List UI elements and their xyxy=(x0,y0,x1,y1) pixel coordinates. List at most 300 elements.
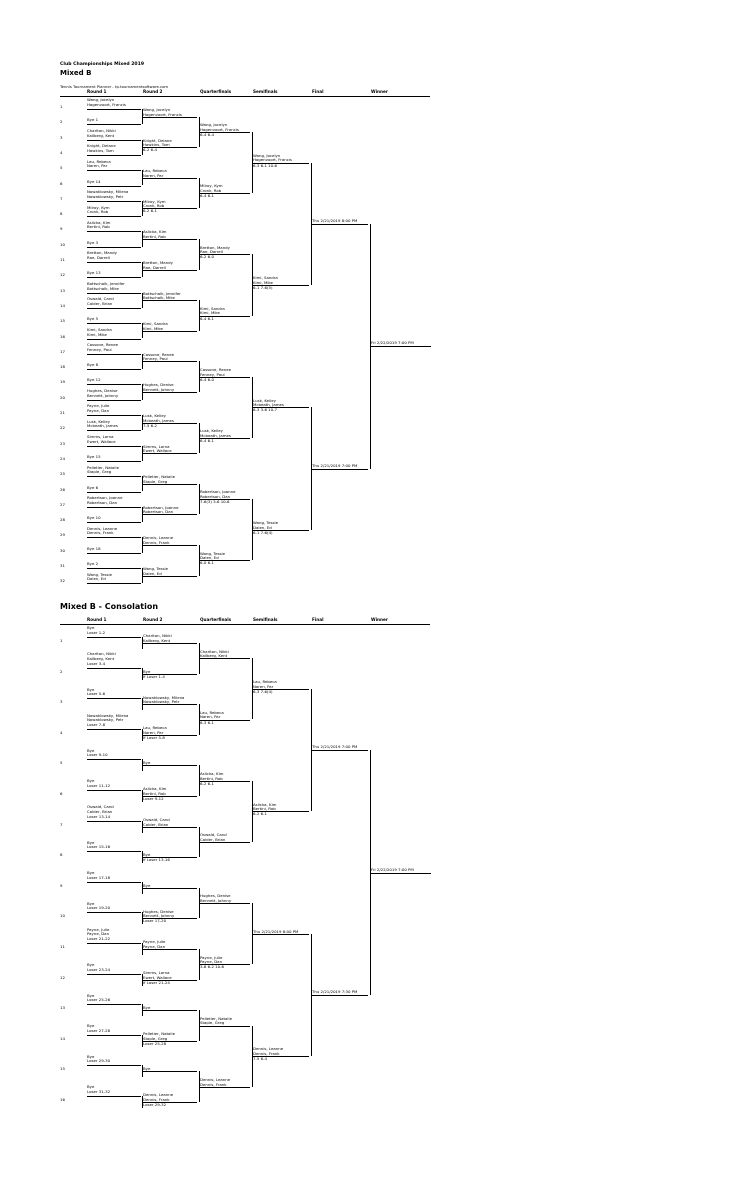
round2-note: If Loser 13-16 xyxy=(143,857,170,863)
round2-player: Staple, Greg xyxy=(143,1035,168,1041)
seed-number: 8 xyxy=(60,852,63,858)
round1-line xyxy=(87,553,141,554)
round2-player: Lusk, Kelley xyxy=(143,412,166,418)
quarterfinals-player: Lusk, Kelley xyxy=(200,428,223,434)
quarterfinals-player: Dalen, Ed xyxy=(200,555,219,561)
quarterfinals-player: Bretton, Mandy xyxy=(200,244,230,250)
semifinals-score: 6-3 6-1 10-6 xyxy=(253,162,278,168)
round-header-round-1: Round 1 xyxy=(87,617,107,622)
player-name: Loser 27-28 xyxy=(87,1027,111,1033)
player-name: Cassone, Renee xyxy=(87,342,119,348)
quarterfinals-player: Mcbeath, James xyxy=(200,432,231,438)
player-name: Bye xyxy=(87,686,95,692)
final-schedule: Thu 2/21/2019 7:30 PM xyxy=(312,988,358,994)
seed-number: 32 xyxy=(60,578,65,584)
document-title: Club Championships Mixed 2019 xyxy=(60,62,145,67)
round-header-round-2: Round 2 xyxy=(143,89,163,94)
seed-number: 3 xyxy=(60,134,63,140)
round1-line xyxy=(87,1004,141,1005)
player-name: Kallberg, Kent xyxy=(87,132,115,138)
player-name: Wang, Tessie xyxy=(87,571,113,577)
player-name: Loser 31-32 xyxy=(87,1089,111,1094)
quarterfinals-player: Robertson, Joanne xyxy=(200,489,236,495)
round2-player: Bottschalk, Jennifer xyxy=(143,290,181,296)
player-name: Loser 5-6 xyxy=(87,691,106,697)
player-name: Loser 25-26 xyxy=(87,997,111,1003)
round2-player: Bottschalk, Mike xyxy=(143,295,175,301)
player-name: Bye 6 xyxy=(87,484,99,490)
round1-line xyxy=(87,186,141,187)
round1-line xyxy=(87,170,141,171)
round2-player: Calder, Brian xyxy=(143,821,169,827)
round1-line xyxy=(87,507,141,508)
round2-player: Dennis, Leanne xyxy=(143,535,174,541)
round1-line xyxy=(87,1065,141,1066)
semifinals-player: Hagenvoort, Francis xyxy=(253,157,292,163)
seed-number: 16 xyxy=(60,333,65,339)
player-name: Bye xyxy=(87,747,95,753)
quarterfinals-player: Lau, Rebeca xyxy=(200,709,224,715)
player-name: Bye xyxy=(87,870,95,876)
quarterfinals-player: Dennis, Frank xyxy=(200,1081,227,1087)
round1-line xyxy=(87,446,141,447)
player-name: Bye 13 xyxy=(87,270,101,276)
round2-line xyxy=(143,1010,197,1011)
player-name: Loser 23-24 xyxy=(87,966,111,972)
quarterfinals-player: Calder, Brian xyxy=(200,836,226,842)
seed-number: 5 xyxy=(60,165,63,171)
seed-number: 17 xyxy=(60,348,65,354)
round2-player: Bye xyxy=(143,668,151,674)
round2-player: Simms, Lorna xyxy=(143,443,170,449)
player-name: Loser 17-18 xyxy=(87,874,111,880)
seed-number: 15 xyxy=(60,318,65,324)
round2-player: Payne, Dan xyxy=(143,943,166,949)
round2-player: Aslicka, Kim xyxy=(143,229,167,235)
round1-line xyxy=(87,124,141,125)
round1-line xyxy=(87,461,141,462)
round2-player: Wang, Tessie xyxy=(143,565,169,571)
seed-number: 9 xyxy=(60,882,63,888)
quarterfinals-score: 6-4 6-1 xyxy=(200,193,214,199)
player-name: Staple, Greg xyxy=(87,469,112,475)
round1-line xyxy=(87,323,141,324)
round2-player: Wang, Jocelyn xyxy=(143,106,171,112)
player-name: Lau, Rebeca xyxy=(87,158,111,164)
quarterfinals-player: Milroy, Kym xyxy=(200,183,223,189)
round2-player: Nowaklowsky, Petr xyxy=(143,699,180,705)
quarterfinals-player: Rae, Darrell xyxy=(200,249,223,255)
round-header-final: Final xyxy=(312,89,324,94)
round1-line xyxy=(87,415,141,416)
player-name: Oswald, Carol xyxy=(87,804,114,810)
seed-number: 11 xyxy=(60,944,65,949)
player-name: Charlton, Nikki xyxy=(87,128,116,133)
round2-player: Fenney, Paul xyxy=(143,356,168,362)
quarterfinals-score: 6-0 6-1 xyxy=(200,560,214,566)
player-name: Bye xyxy=(87,1084,95,1090)
quarterfinals-player: Charlton, Nikki xyxy=(200,648,229,654)
player-name: Bye 8 xyxy=(87,362,99,368)
quarterfinals-score: 6-3 6-1 xyxy=(200,719,214,725)
quarterfinals-score: 6-2 6-1 xyxy=(200,780,214,786)
semifinals-score: 6-3 3-6 10-7 xyxy=(253,407,278,413)
round2-player: Staple, Greg xyxy=(143,478,168,484)
round-header-winner: Winner xyxy=(371,89,388,94)
round2-player: Pelletier, Natalie xyxy=(143,1031,175,1037)
round1-line xyxy=(87,216,141,217)
round1-line xyxy=(87,430,141,431)
final-line xyxy=(312,469,368,470)
round2-player: Mcbeath, James xyxy=(143,417,174,423)
player-name: Kimi, Mike xyxy=(87,331,107,337)
quarterfinals-player: Hughes, Denise xyxy=(200,893,231,899)
round1-line xyxy=(87,759,141,760)
player-name: Bye 2 xyxy=(87,561,99,566)
round2-player: Bennett, Johnny xyxy=(143,913,175,919)
round2-note: Loser 25-28 xyxy=(143,1040,167,1046)
player-name: Calder, Brian xyxy=(87,809,113,814)
quarterfinals-score: 6-4 6-1 xyxy=(200,315,214,321)
seed-number: 2 xyxy=(60,668,63,674)
winner-line xyxy=(371,346,431,347)
winner-schedule: Fri 2/22/2019 7:00 PM xyxy=(371,866,414,872)
player-name: Bye 5 xyxy=(87,316,99,322)
player-name: Bye xyxy=(87,839,95,845)
player-name: Bye 14 xyxy=(87,178,101,184)
seed-number: 27 xyxy=(60,501,65,507)
round2-line xyxy=(143,888,197,889)
round1-line xyxy=(87,384,141,385)
player-name: Bye xyxy=(87,900,95,906)
semifinals-player: Kimi, Sandra xyxy=(253,275,278,281)
player-name: Hughes, Denise xyxy=(87,388,118,394)
player-name: Bottschalk, Mike xyxy=(87,285,119,291)
round2-player: Hughes, Denise xyxy=(143,382,174,388)
round2-player: Payne, Julie xyxy=(143,939,166,945)
quarterfinals-player: Bertini, Rob xyxy=(200,775,223,781)
quarterfinals-player: Pelletier, Natalie xyxy=(200,1015,232,1021)
seed-number: 13 xyxy=(60,287,65,293)
player-name: Dalen, Ed xyxy=(87,576,106,582)
header-rule xyxy=(60,624,430,625)
round1-line xyxy=(87,262,141,263)
round2-player: Bennett, Johnny xyxy=(143,386,175,392)
round2-player: Dennis, Frank xyxy=(143,1096,170,1102)
round2-player: Dalen, Ed xyxy=(143,570,162,576)
round2-note: If Loser 5-8 xyxy=(143,734,165,740)
player-name: Bye 10 xyxy=(87,515,101,521)
player-name: Mcbeath, James xyxy=(87,423,118,429)
player-name: Lusk, Kelley xyxy=(87,418,110,424)
round1-line xyxy=(87,1096,141,1097)
semifinals-player: Bertini, Rob xyxy=(253,806,276,812)
player-name: Bye 15 xyxy=(87,453,101,459)
seed-number: 26 xyxy=(60,486,65,492)
player-name: Bottschalk, Jennifer xyxy=(87,281,125,286)
player-name: Bye xyxy=(87,625,95,631)
round-header-winner: Winner xyxy=(371,617,388,622)
seed-number: 28 xyxy=(60,517,65,523)
seed-number: 10 xyxy=(60,241,65,247)
round2-player: Nowaklowsky, Milena xyxy=(143,694,185,700)
quarterfinals-player: Staple, Greg xyxy=(200,1020,225,1026)
round1-line xyxy=(87,339,141,340)
player-name: Loser 11-12 xyxy=(87,783,111,788)
quarterfinals-player: Oswald, Carol xyxy=(200,832,227,838)
quarterfinals-player: Naren, Par xyxy=(200,714,221,720)
round1-line xyxy=(87,277,141,278)
player-name: Payne, Dan xyxy=(87,408,110,413)
player-name: Bye 12 xyxy=(87,377,101,383)
round-header-round-1: Round 1 xyxy=(87,89,107,94)
semifinals-player: Dalen, Ed xyxy=(253,524,272,530)
round2-line xyxy=(143,765,197,766)
player-name: Naren, Par xyxy=(87,163,108,169)
final-schedule: Thu 2/21/2019 7:00 PM xyxy=(312,462,358,468)
seed-number: 6 xyxy=(60,791,63,796)
quarterfinals-score: 7-6(3) 3-6 10-6 xyxy=(200,499,230,505)
seed-number: 5 xyxy=(60,760,63,766)
player-name: Hawkins, Tom xyxy=(87,147,114,153)
player-name: Hagenvoort, Francis xyxy=(87,102,126,107)
round1-line xyxy=(87,308,141,309)
round-header-quarterfinals: Quarterfinals xyxy=(200,617,232,622)
round2-player: Lau, Rebeca xyxy=(143,725,167,731)
semifinals-player: Wang, Tessie xyxy=(253,520,279,526)
seed-number: 12 xyxy=(60,272,65,278)
round1-line xyxy=(87,912,141,913)
quarterfinals-player: Hagenvoort, Francis xyxy=(200,126,239,132)
round2-player: Lau, Rebeca xyxy=(143,168,167,174)
seed-number: 23 xyxy=(60,440,65,446)
seed-number: 19 xyxy=(60,379,65,385)
semifinals-player: Dennis, Leanne xyxy=(253,1046,284,1052)
player-name: Loser 21-22 xyxy=(87,936,111,941)
player-name: Wang, Jocelyn xyxy=(87,97,115,103)
round-header-final: Final xyxy=(312,617,324,622)
round2-note: If Loser 21-24 xyxy=(143,979,170,985)
quarterfinals-score: 6-4 6-0 xyxy=(200,376,214,382)
semifinals-player: Mcbeath, James xyxy=(253,402,284,408)
round2-player: Rae, Darrell xyxy=(143,264,166,270)
round2-player: Pelletier, Natalie xyxy=(143,474,175,480)
player-name: Fenney, Paul xyxy=(87,346,112,352)
seed-number: 21 xyxy=(60,410,65,415)
consolation-draw-title: Mixed B - Consolation xyxy=(60,602,159,611)
seed-number: 3 xyxy=(60,699,63,705)
seed-number: 9 xyxy=(60,226,63,232)
quarterfinals-score: 6-4 6-1 xyxy=(200,437,214,443)
round-header-semifinals: Semifinals xyxy=(253,89,278,94)
player-name: Loser 7-8 xyxy=(87,721,106,727)
round2-player: Hawkins, Tom xyxy=(143,142,170,148)
semifinals-player: Lau, Rebeca xyxy=(253,679,277,685)
round1-line xyxy=(87,851,141,852)
round2-player: Cronk, Rob xyxy=(143,203,165,209)
player-name: Bye xyxy=(87,778,95,784)
quarterfinals-player: Robertson, Dan xyxy=(200,494,231,500)
round1-line xyxy=(87,1035,141,1036)
round1-line xyxy=(87,247,141,248)
round1-line xyxy=(87,568,141,569)
player-name: Charlton, Nikki xyxy=(87,651,116,657)
player-name: Bretton, Mandy xyxy=(87,250,117,256)
round2-note: Loser 29-32 xyxy=(143,1102,167,1107)
round2-player: Naren, Par xyxy=(143,729,164,735)
player-name: Ewert, Wallace xyxy=(87,438,116,444)
round2-player: Bye xyxy=(143,882,151,888)
quarterfinals-player: Fenney, Paul xyxy=(200,371,225,377)
player-name: Aslicka, Kim xyxy=(87,219,111,225)
player-name: Bennett, Johnny xyxy=(87,392,119,398)
semifinals-player: Thu 2/21/2019 8:00 PM xyxy=(253,928,299,934)
player-name: Loser 1-2 xyxy=(87,630,106,635)
round1-line xyxy=(87,821,141,822)
round1-line xyxy=(87,882,141,883)
round1-line xyxy=(87,729,141,730)
round1-line xyxy=(87,943,141,944)
player-name: Payne, Dan xyxy=(87,931,110,937)
main-draw-title: Mixed B xyxy=(60,69,92,77)
round2-player: Bertini, Rob xyxy=(143,233,166,239)
seed-number: 15 xyxy=(60,1066,65,1072)
round-header-semifinals: Semifinals xyxy=(253,617,278,622)
round2-player: Knight, Delane xyxy=(143,137,172,143)
round1-line xyxy=(87,109,141,110)
seed-number: 2 xyxy=(60,119,63,125)
round2-player: Simms, Lorna xyxy=(143,969,170,975)
round1-line xyxy=(87,492,141,493)
final-line xyxy=(312,995,368,996)
round1-line xyxy=(87,476,141,477)
semifinals-player: Dennis, Frank xyxy=(253,1051,280,1056)
round2-player: Bretton, Mandy xyxy=(143,259,173,265)
round1-line xyxy=(87,668,141,669)
player-name: Simms, Lorna xyxy=(87,434,114,439)
player-name: Bye xyxy=(87,1053,95,1059)
round2-player: Robertson, Joanne xyxy=(143,504,179,510)
round2-note: Loser 9-12 xyxy=(143,796,164,801)
round2-player: Robertson, Dan xyxy=(143,509,174,515)
semifinals-score: 6-3 7-6(4) xyxy=(253,688,273,694)
final-schedule: Thu 2/21/2019 7:00 PM xyxy=(312,744,358,750)
player-name: Robertson, Dan xyxy=(87,499,118,505)
round-header-quarterfinals: Quarterfinals xyxy=(200,89,232,94)
round2-player: Dennis, Frank xyxy=(143,539,170,545)
seed-number: 1 xyxy=(60,638,63,643)
semifinals-score: 6-1 7-6(5) xyxy=(253,284,273,290)
round2-player: Aslicka, Kim xyxy=(143,786,167,792)
seed-number: 10 xyxy=(60,913,65,919)
quarterfinals-player: Wang, Jocelyn xyxy=(200,122,228,128)
player-name: Loser 29-30 xyxy=(87,1058,111,1064)
round2-player: Oswald, Carol xyxy=(143,816,170,822)
winner-schedule: Fri 2/22/2019 7:00 PM xyxy=(371,340,414,346)
semifinals-player: Lusk, Kelley xyxy=(253,397,276,403)
quarterfinals-player: Aslicka, Kim xyxy=(200,771,224,776)
quarterfinals-player: Cassone, Renee xyxy=(200,367,232,373)
round2-player: Milroy, Kym xyxy=(143,198,166,204)
round2-score: 6-2 6-1 xyxy=(143,208,157,214)
seed-number: 4 xyxy=(60,149,63,155)
player-name: Loser 15-16 xyxy=(87,844,111,850)
player-name: Bye 18 xyxy=(87,545,101,551)
player-name: Robertson, Joanne xyxy=(87,495,123,501)
round2-player: Hughes, Denise xyxy=(143,908,174,914)
round2-player: Ewert, Wallace xyxy=(143,448,172,454)
player-name: Kimi, Sandra xyxy=(87,326,112,332)
round1-line xyxy=(87,698,141,699)
round2-player: Bye xyxy=(143,1066,151,1072)
round2-player: Dennis, Leanne xyxy=(143,1092,174,1098)
round2-note: Loser 17-20 xyxy=(143,918,167,924)
player-name: Calder, Brian xyxy=(87,300,113,306)
round1-line xyxy=(87,354,141,355)
semifinals-player: Naren, Par xyxy=(253,683,274,689)
round2-player: Naren, Par xyxy=(143,172,164,178)
round2-player: Kimi, Mike xyxy=(143,325,163,331)
seed-number: 1 xyxy=(60,104,63,109)
round1-line xyxy=(87,522,141,523)
quarterfinals-player: Payne, Julie xyxy=(200,954,223,960)
round1-line xyxy=(87,790,141,791)
quarterfinals-player: Wang, Tessie xyxy=(200,550,226,556)
seed-number: 8 xyxy=(60,211,63,217)
round1-line xyxy=(87,583,141,584)
round2-score: 6-2 6-4 xyxy=(143,147,157,153)
round2-player: Kallberg, Kent xyxy=(143,637,171,643)
quarterfinals-player: Kimi, Sandra xyxy=(200,305,225,311)
player-name: Rae, Darrell xyxy=(87,255,110,260)
player-name: Loser 13-14 xyxy=(87,813,111,819)
round2-note: If Loser 1-4 xyxy=(143,673,165,679)
quarterfinals-player: Payne, Dan xyxy=(200,959,223,965)
seed-number: 11 xyxy=(60,257,65,262)
round1-line xyxy=(87,201,141,202)
round2-player: Charlton, Nikki xyxy=(143,633,172,639)
seed-number: 13 xyxy=(60,1005,65,1011)
player-name: Bye xyxy=(87,992,95,998)
round1-line xyxy=(87,369,141,370)
quarterfinals-player: Dennis, Leanne xyxy=(200,1077,231,1082)
quarterfinals-player: Kallberg, Kent xyxy=(200,653,228,659)
seed-number: 14 xyxy=(60,302,65,308)
semifinals-score: 6-1 7-6(4) xyxy=(253,529,273,535)
semifinals-score: 6-2 6-1 xyxy=(253,811,267,817)
quarterfinals-score: 6-4 6-4 xyxy=(200,131,214,137)
quarterfinals-player: Kimi, Mike xyxy=(200,310,220,316)
seed-number: 24 xyxy=(60,455,65,461)
final-line xyxy=(312,224,368,225)
round1-line xyxy=(87,400,141,401)
round2-player: Kimi, Sandra xyxy=(143,321,168,327)
seed-number: 25 xyxy=(60,471,65,477)
player-name: Oswald, Carol xyxy=(87,296,114,302)
player-name: Bye xyxy=(87,962,95,967)
round2-player: Bertini, Rob xyxy=(143,790,166,796)
seed-number: 22 xyxy=(60,425,65,431)
quarterfinals-score: 6-2 6-0 xyxy=(200,254,214,260)
semifinals-score: 7-5 6-4 xyxy=(253,1056,267,1062)
player-name: Payne, Julie xyxy=(87,926,110,932)
round2-player: Cassone, Renee xyxy=(143,351,175,357)
player-name: Bye 1 xyxy=(87,117,99,123)
player-name: Nowaklowsky, Petr xyxy=(87,193,124,199)
player-name: Cronk, Rob xyxy=(87,209,109,215)
round-header-round-2: Round 2 xyxy=(143,617,163,622)
seed-number: 12 xyxy=(60,974,65,980)
